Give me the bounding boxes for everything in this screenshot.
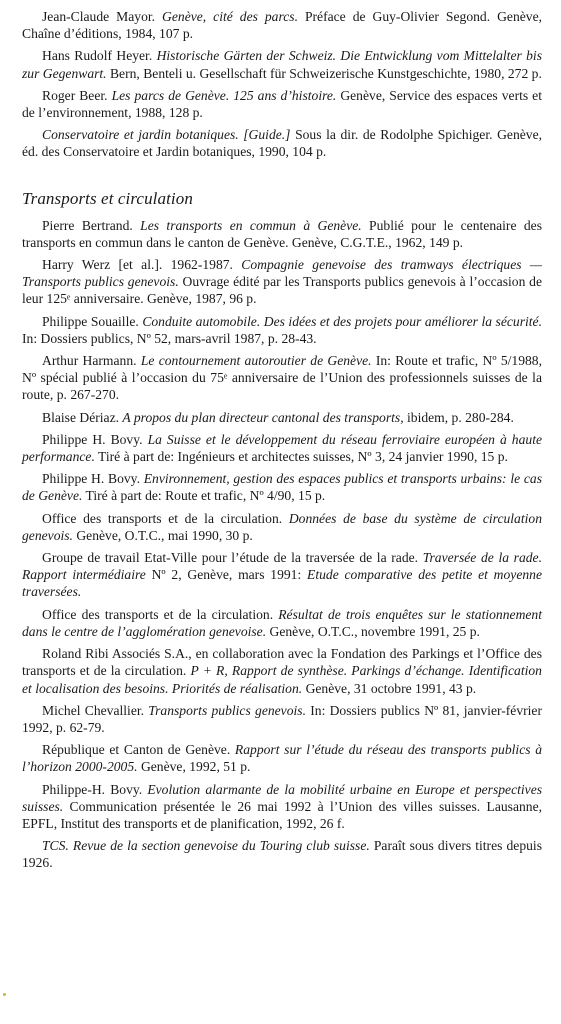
entry-author: Philippe Souaille. [42, 313, 143, 329]
bibliography-entry [22, 352, 542, 404]
entry-rest: Genève, Service des espaces verts et de l’environnement, 1988, 128 p. [22, 87, 542, 121]
entry-title: La Suisse et le développement du réseau ferroviaire européen à haute performance. [22, 431, 543, 465]
entry-title: Données de base du système de circulation genevois. [22, 510, 542, 543]
entry-title: Compagnie genevoise des tramways électriques — Transports publics genevois. [22, 257, 542, 290]
entry-rest: In: Dossiers publics Nº 81, janvier-février 1992, p. 62-79. [22, 702, 542, 735]
entry-title: Rapport sur l’étude du réseau des transports publics à l’horizon 2000-2005. [22, 742, 542, 775]
bibliography-entry [22, 8, 542, 42]
bibliography-entry [22, 549, 542, 601]
entry-author: Philippe H. Bovy. [42, 431, 148, 447]
entry-author: République et Canton de Genève. [42, 742, 235, 758]
bibliography-entry [22, 781, 542, 833]
bibliography-entry [22, 741, 542, 775]
entry-author: Pierre Bertrand. [42, 217, 141, 233]
bibliography-entry [22, 409, 542, 426]
entry-rest: In: Route et trafic, Nº 5/1988, Nº spécial publié à l’occasion du 75ᵉ anniversaire de l’Union des professionnels suisses de la route, p. 267-270. [22, 353, 542, 403]
entry-rest: Genève, O.T.C., novembre 1991, 25 p. [266, 623, 480, 639]
paper-speck [3, 993, 6, 996]
bibliography-entry [22, 126, 542, 160]
entry-author: Harry Werz [et al.]. 1962-1987. [42, 257, 242, 273]
entry-author: Office des transports et de la circulation. [42, 606, 279, 622]
entry-rest: Genève, 31 octobre 1991, 43 p. [302, 680, 477, 696]
entry-title: Genève, cité des parcs. [162, 9, 298, 24]
entry-title2: Etude comparative des petite et moyenne traversées. [22, 567, 542, 600]
entry-rest: Nº 2, Genève, mars 1991: [145, 567, 308, 583]
entry-rest: Tiré à part de: Ingénieurs et architectes suisses, Nº 3, 24 janvier 1990, 15 p. [94, 449, 508, 465]
entry-title: Historische Gärten der Schweiz. Die Entwicklung vom Mittelalter bis zur Gegenwart. [22, 48, 542, 81]
entry-author: Philippe-H. Bovy. [42, 781, 148, 797]
entry-author: Groupe de travail Etat-Ville pour l’étude de la traversée de la rade. [42, 550, 423, 566]
bibliography-entry [22, 702, 542, 736]
bibliography-entry [22, 606, 542, 640]
entry-title: Evolution alarmante de la mobilité urbaine en Europe et perspectives suisses. [22, 781, 543, 814]
entry-rest: Ouvrage édité par les Transports publics genevois à l’occasion de leur 125ᵉ anniversaire. Genève, 1987, 96 p. [22, 274, 542, 307]
section-heading: Transports et circulation [22, 188, 193, 208]
entry-title: Conservatoire et jardin botaniques. [Guide.] [42, 127, 291, 143]
bibliography-entry [22, 510, 542, 544]
bibliography-entry [22, 470, 542, 504]
entry-author: Hans Rudolf Heyer. [42, 48, 157, 64]
entry-author: Roger Beer. [42, 87, 112, 103]
entry-title: Traversée de la rade. Rapport intermédiaire [22, 550, 542, 583]
entry-title: P + R, Rapport de synthèse. Parkings d’échange. Identification et localisation des besoins. Priorités de réalisation. [22, 663, 542, 696]
entry-author: Jean-Claude Mayor. [42, 9, 163, 24]
entry-title: Transports publics genevois. [148, 702, 306, 718]
entry-rest: Tiré à part de: Route et trafic, Nº 4/90, 15 p. [82, 488, 326, 504]
entry-rest: Communication présentée le 26 mai 1992 à l’Union des villes suisses. Lausanne, EPFL, Institut des transports et de planification, 1992, 26 f. [22, 798, 542, 831]
entry-author: Philippe H. Bovy. [42, 471, 144, 487]
bibliography-entry [22, 47, 542, 81]
entry-title: Résultat de trois enquêtes sur le stationnement dans le centre de l’agglomération genevoise. [22, 606, 542, 639]
bibliography-entry [22, 837, 542, 871]
entry-author: Arthur Harmann. [42, 353, 141, 369]
bibliography-entry [22, 313, 542, 347]
entry-title: Conduite automobile. Des idées et des projets pour améliorer la sécurité. [142, 313, 542, 329]
entry-rest: ibidem, p. 280-284. [403, 409, 514, 425]
entry-title: Le contournement autoroutier de Genève. [140, 353, 372, 369]
entry-title: TCS. Revue de la section genevoise du Touring club suisse. [42, 838, 370, 854]
entry-rest: Genève, 1992, 51 p. [137, 759, 251, 775]
bibliography-entry [22, 645, 542, 697]
bibliography-entry [22, 217, 542, 251]
entry-rest: Préface de Guy-Olivier Segond. Genève, Chaîne d’éditions, 1984, 107 p. [22, 9, 543, 42]
bibliography-page [22, 8, 542, 877]
entry-author: Roland Ribi Associés S.A., en collaboration avec la Fondation des Parkings et l’Office des transports et de la circulation. [22, 646, 542, 679]
entry-title: Environnement, gestion des espaces publics et transports urbains: le cas de Genève. [22, 471, 542, 504]
entry-rest: Sous la dir. de Rodolphe Spichiger. Genève, éd. des Conservatoire et Jardin botaniques, 1990, 104 p. [22, 127, 543, 160]
bibliography-entry [22, 87, 542, 121]
entry-author: Michel Chevallier. [42, 702, 149, 718]
entry-rest: In: Dossiers publics, Nº 52, mars-avril 1987, p. 28-43. [22, 330, 317, 346]
entry-rest: Publié pour le centenaire des transports en commun dans le canton de Genève. Genève, C.G.T.E., 1962, 149 p. [22, 217, 542, 250]
entry-rest: Paraît sous divers titres depuis 1926. [22, 838, 542, 871]
entry-title: Les parcs de Genève. 125 ans d’histoire. [111, 87, 337, 103]
entry-author: Office des transports et de la circulation. [42, 510, 289, 526]
entry-title: A propos du plan directeur cantonal des transports, [122, 409, 404, 425]
parks-bibliography-list [22, 8, 542, 161]
entry-rest: Bern, Benteli u. Gesellschaft für Schweizerische Kunstgeschichte, 1980, 272 p. [106, 65, 542, 81]
bibliography-entry [22, 431, 542, 465]
bibliography-entry [22, 256, 542, 308]
entry-title: Les transports en commun à Genève. [140, 217, 362, 233]
entry-author: Blaise Dériaz. [42, 409, 123, 425]
transport-bibliography-list [22, 217, 542, 872]
entry-rest: Genève, O.T.C., mai 1990, 30 p. [72, 527, 253, 543]
